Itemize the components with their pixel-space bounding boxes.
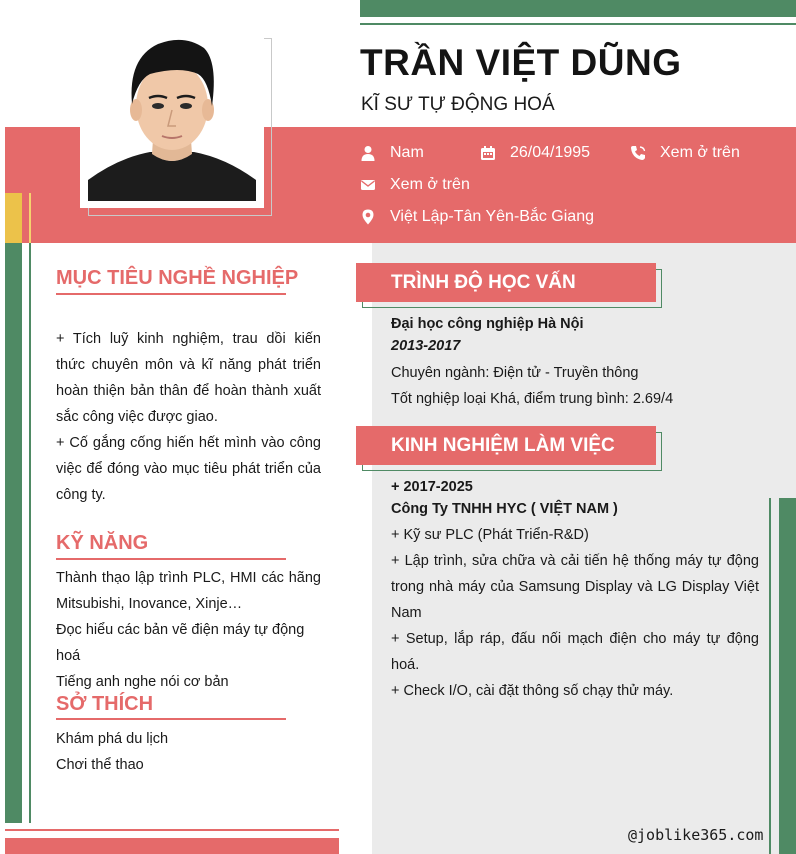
birthdate-row bbox=[480, 144, 590, 162]
objective-line-1: + Tích luỹ kinh nghiệm, trau dồi kiến thức chuyên môn và kĩ năng phát triển hoàn thiện bản thân để hoàn thành xuất sắc công việc được giao. bbox=[56, 331, 321, 425]
email-value: Xem ở trên bbox=[390, 176, 470, 193]
map-pin-icon bbox=[360, 209, 376, 225]
envelope-icon bbox=[360, 177, 376, 193]
education-title-text: TRÌNH ĐỘ HỌC VẤN bbox=[391, 271, 576, 293]
skill-item: Thành thạo lập trình PLC, HMI các hãng Mitsubishi, Inovance, Xinje… bbox=[56, 570, 321, 612]
objective-line-2: + Cố gắng cống hiến hết mình vào công việc để đóng vào mục tiêu phát triển của công ty. bbox=[56, 435, 321, 503]
hobbies-title: SỞ THÍCH bbox=[56, 693, 154, 715]
top-green-line bbox=[360, 23, 796, 25]
experience-title bbox=[356, 426, 656, 465]
experience-line: + Lập trình, sửa chữa và cải tiến hệ thống máy tự động trong nhà máy của Samsung Display và LG Display Việt Nam bbox=[391, 553, 759, 621]
education-result: Tốt nghiệp loại Khá, điểm trung bình: 2.69/4 bbox=[391, 391, 674, 407]
top-green-bar bbox=[360, 0, 796, 17]
job-title: KĨ SƯ TỰ ĐỘNG HOÁ bbox=[361, 94, 555, 115]
hobbies-underline bbox=[56, 718, 286, 720]
skill-item: Tiếng anh nghe nói cơ bản bbox=[56, 674, 229, 690]
objective-underline bbox=[56, 293, 286, 295]
phone-row bbox=[630, 144, 740, 162]
hobbies-list bbox=[56, 726, 321, 778]
experience-line: + Setup, lắp ráp, đấu nối mạch điện cho máy tự động hoá. bbox=[391, 631, 759, 673]
skills-underline bbox=[56, 558, 286, 560]
objective-title: MỤC TIÊU NGHỀ NGHIỆP bbox=[56, 267, 299, 289]
gender-value: Nam bbox=[390, 144, 424, 161]
experience-period: + 2017-2025 bbox=[391, 479, 473, 495]
experience-title-text: KINH NGHIỆM LÀM VIỆC bbox=[391, 434, 615, 456]
experience-company: Công Ty TNHH HYC ( VIỆT NAM ) bbox=[391, 501, 618, 517]
phone-icon bbox=[630, 145, 646, 161]
education-years: 2013-2017 bbox=[391, 338, 461, 354]
candidate-name: TRẦN VIỆT DŨNG bbox=[360, 42, 682, 83]
right-green-bar bbox=[779, 498, 796, 854]
address-row bbox=[360, 208, 594, 226]
experience-line: + Kỹ sư PLC (Phát Triển-R&D) bbox=[391, 527, 589, 543]
watermark: @joblike365.com bbox=[628, 826, 764, 844]
email-row bbox=[360, 176, 470, 194]
birthdate-value: 26/04/1995 bbox=[510, 144, 591, 161]
avatar bbox=[88, 30, 256, 201]
experience-details bbox=[391, 522, 759, 704]
experience-body bbox=[391, 477, 759, 704]
hobby-item: Khám phá du lịch bbox=[56, 731, 169, 747]
education-body bbox=[391, 314, 761, 412]
calendar-icon bbox=[480, 145, 496, 161]
bottom-red-bar bbox=[5, 838, 339, 854]
left-green-bar bbox=[5, 243, 22, 823]
left-yellow-bar bbox=[5, 193, 22, 243]
skills-title: KỸ NĂNG bbox=[56, 532, 149, 554]
objective-text bbox=[56, 326, 321, 508]
address-value: Việt Lập-Tân Yên-Bắc Giang bbox=[390, 208, 594, 225]
left-thin-line bbox=[29, 193, 31, 243]
education-school: Đại học công nghiệp Hà Nội bbox=[391, 316, 584, 332]
gender-row bbox=[360, 144, 424, 162]
skills-list bbox=[56, 565, 321, 695]
right-thin-green-line bbox=[769, 498, 771, 854]
education-major: Chuyên ngành: Điện tử - Truyền thông bbox=[391, 365, 639, 381]
hobby-item: Chơi thể thao bbox=[56, 757, 144, 773]
left-thin-green-line bbox=[29, 243, 31, 823]
bottom-red-line bbox=[5, 829, 339, 831]
skill-item: Đọc hiểu các bản vẽ điện máy tự động hoá bbox=[56, 622, 305, 664]
education-title bbox=[356, 263, 656, 302]
photo-frame bbox=[80, 30, 272, 218]
user-icon bbox=[360, 145, 376, 161]
phone-value: Xem ở trên bbox=[660, 144, 740, 161]
experience-line: + Check I/O, cài đặt thông số chạy thử máy. bbox=[391, 683, 674, 699]
